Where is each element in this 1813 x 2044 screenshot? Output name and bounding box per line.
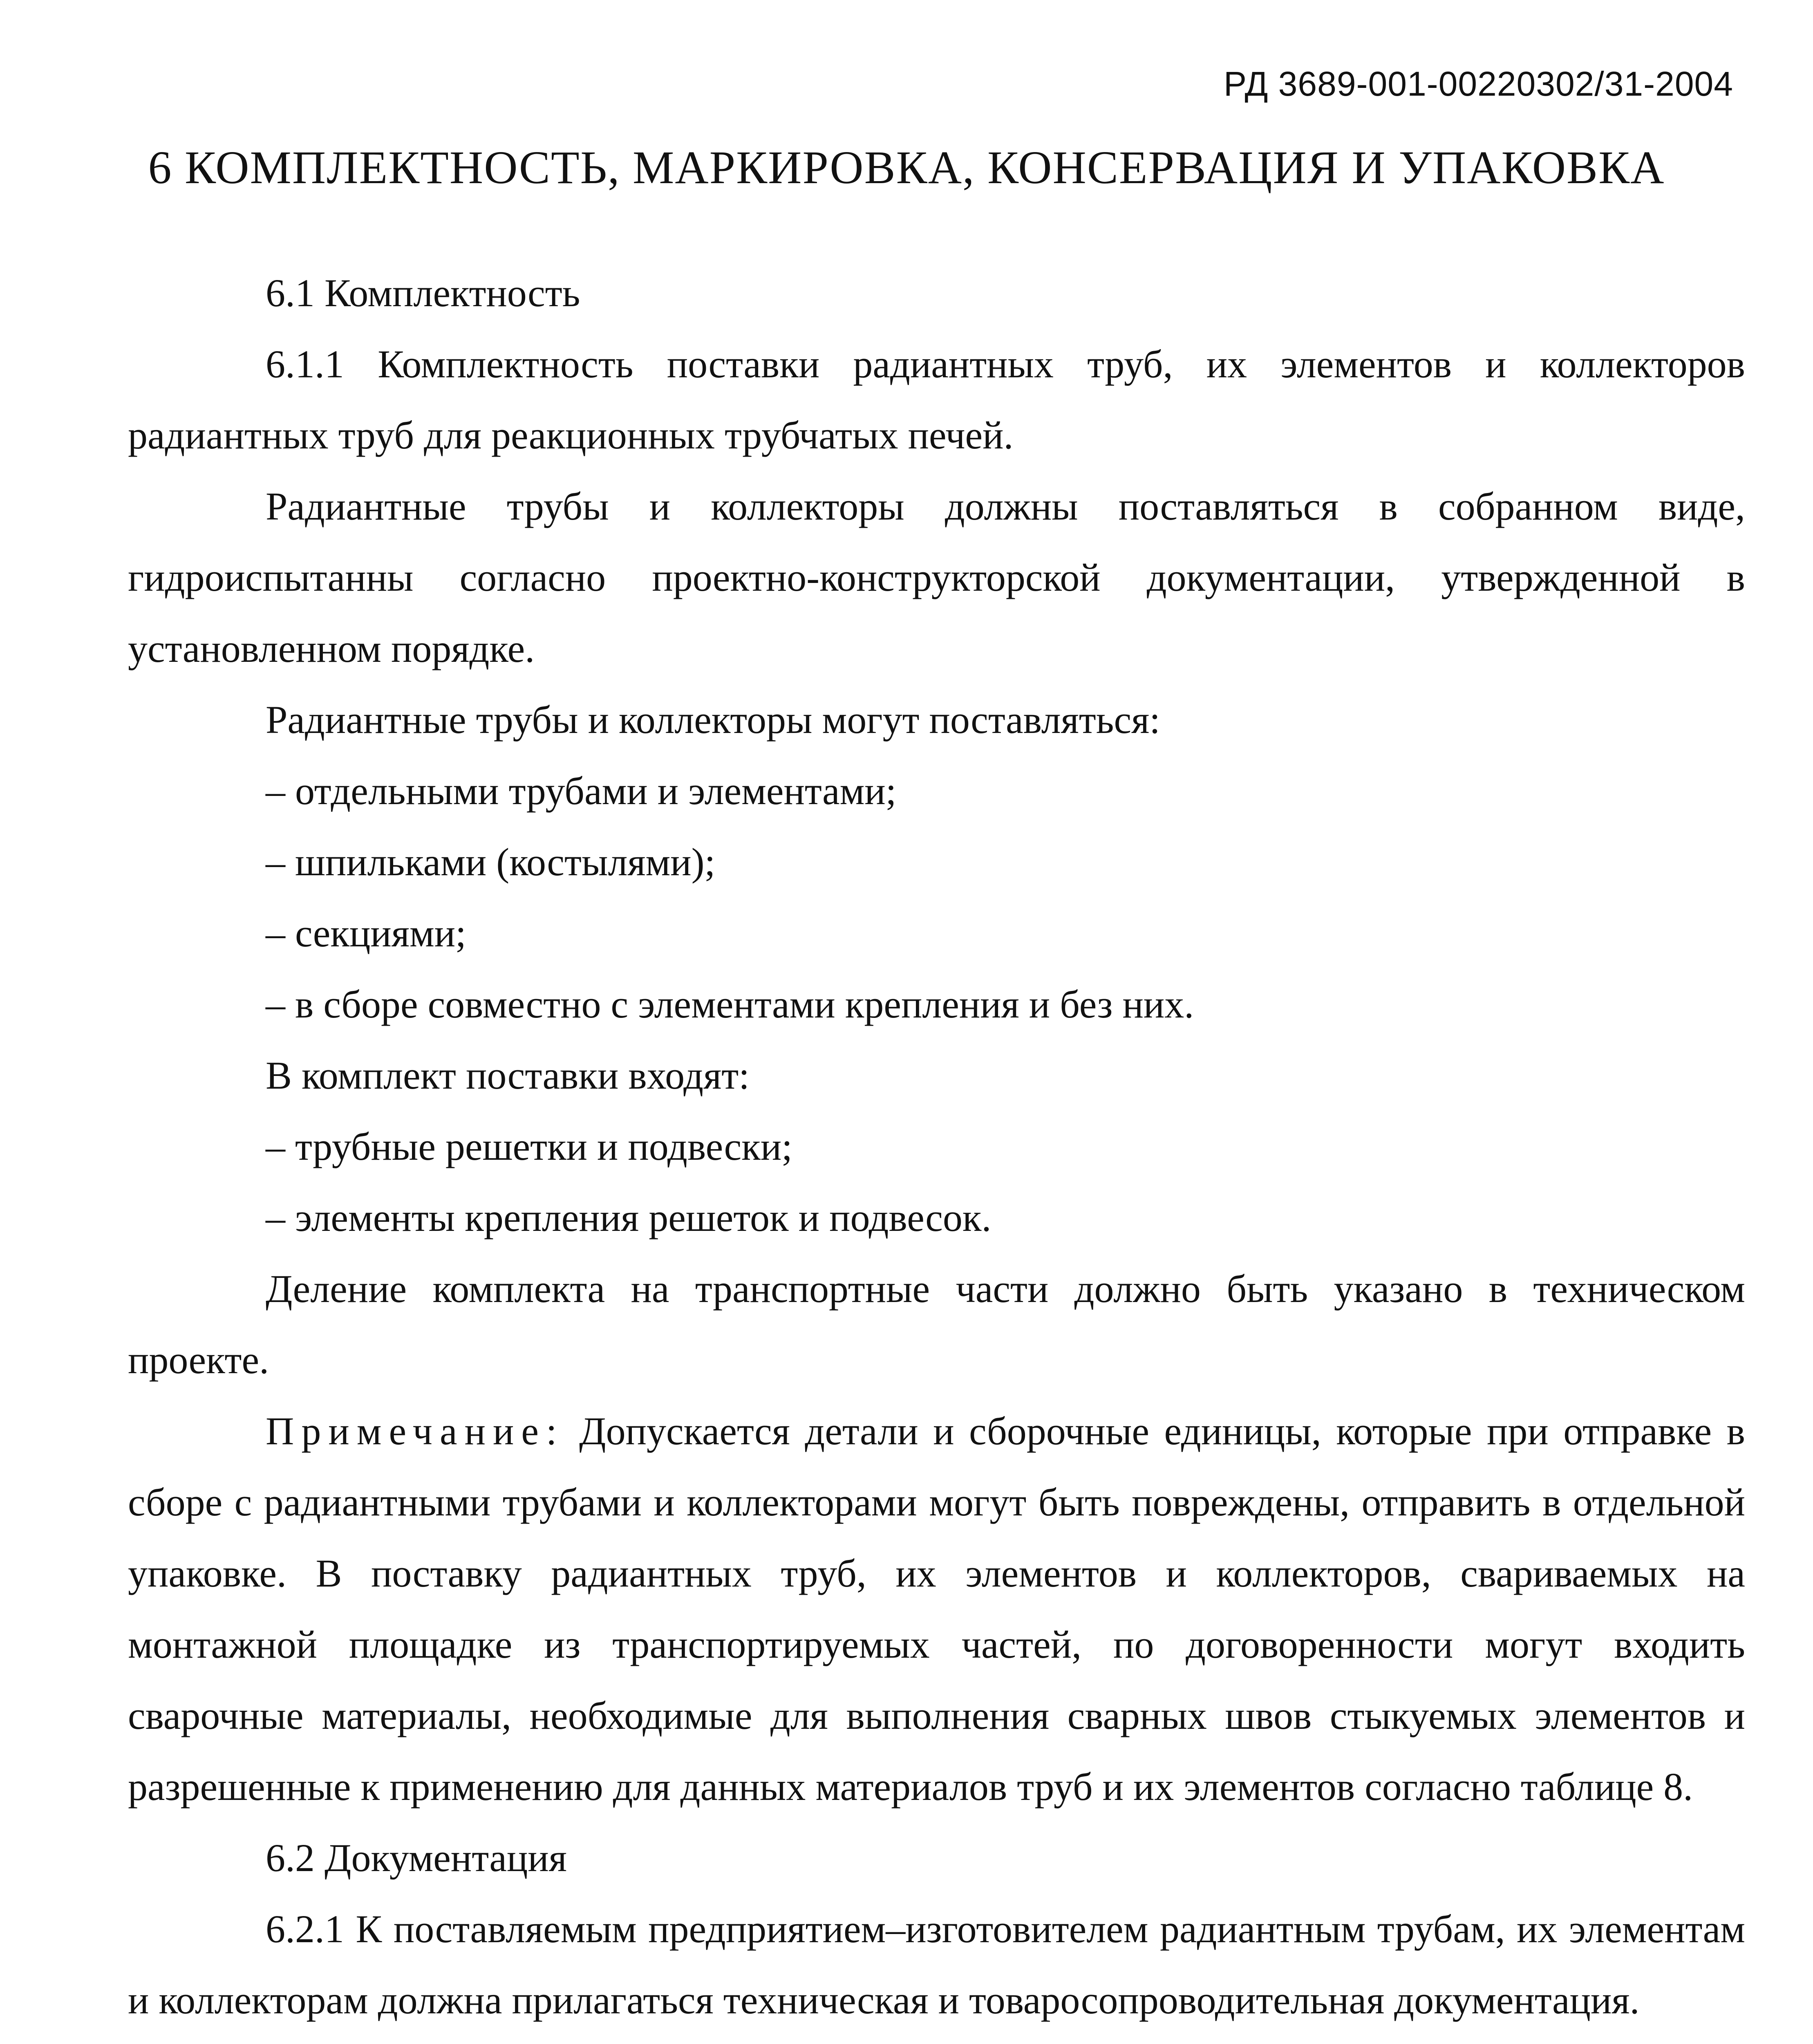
paragraph: Радиантные трубы и коллекторы должны поставляться в собранном виде, гидроиспытанны согласно проектно-конструкторской документации, утвержденной в установленном порядке. — [128, 484, 1745, 670]
paragraph: В комплект поставки входят: — [266, 1053, 750, 1097]
list-item: – элементы крепления решеток и подвесок. — [266, 1196, 992, 1239]
subsection-title: 6.2 Документация — [266, 1836, 567, 1880]
list-item: – трубные решетки и подвески; — [266, 1125, 792, 1168]
list-item: – секциями; — [266, 911, 466, 955]
list-item: – отдельными трубами и элементами; — [266, 769, 897, 813]
document-code: РД 3689-001-00220302/31-2004 — [1224, 65, 1733, 103]
paragraph: 6.1.1 Комплектность поставки радиантных труб, их элементов и коллекторов радиантных труб для реакционных трубчатых печей. — [128, 342, 1745, 457]
list-item: – в сборе совместно с элементами крепления и без них. — [266, 982, 1194, 1026]
list-item: – шпильками (костылями); — [266, 840, 716, 884]
note-text: Допускается детали и сборочные единицы, которые при отправке в сборе с радиантными трубами и коллекторами могут быть повреждены, отправить в отдельной упаковке. В поставку радиантных труб, их элементов и коллекторов, свариваемых на монтажной площадке из транспортируемых частей, по договоренности могут входить сварочные материалы, необходимые для выполнения сварных швов стыкуемых элементов и разрешенные к применению для данных материалов труб и их элементов согласно таблице 8. — [128, 1409, 1745, 1809]
page-body — [128, 258, 1745, 2044]
paragraph: 6.2.1 К поставляемым предприятием–изготовителем радиантным трубам, их элементам и коллекторам должна прилагаться техническая и товаросопроводительная документация. — [128, 1907, 1745, 2022]
paragraph — [128, 2036, 1745, 2044]
subsection-title: 6.1 Комплектность — [266, 271, 580, 315]
paragraph: Деление комплекта на транспортные части должно быть указано в техническом проекте. — [128, 1267, 1745, 1382]
note-paragraph — [128, 1396, 1745, 1822]
section-title: 6 КОМПЛЕКТНОСТЬ, МАРКИРОВКА, КОНСЕРВАЦИЯ И УПАКОВКА — [148, 141, 1665, 193]
note-label: Примечание: — [266, 1409, 564, 1453]
paragraph: Радиантные трубы и коллекторы могут поставляться: — [266, 698, 1160, 742]
